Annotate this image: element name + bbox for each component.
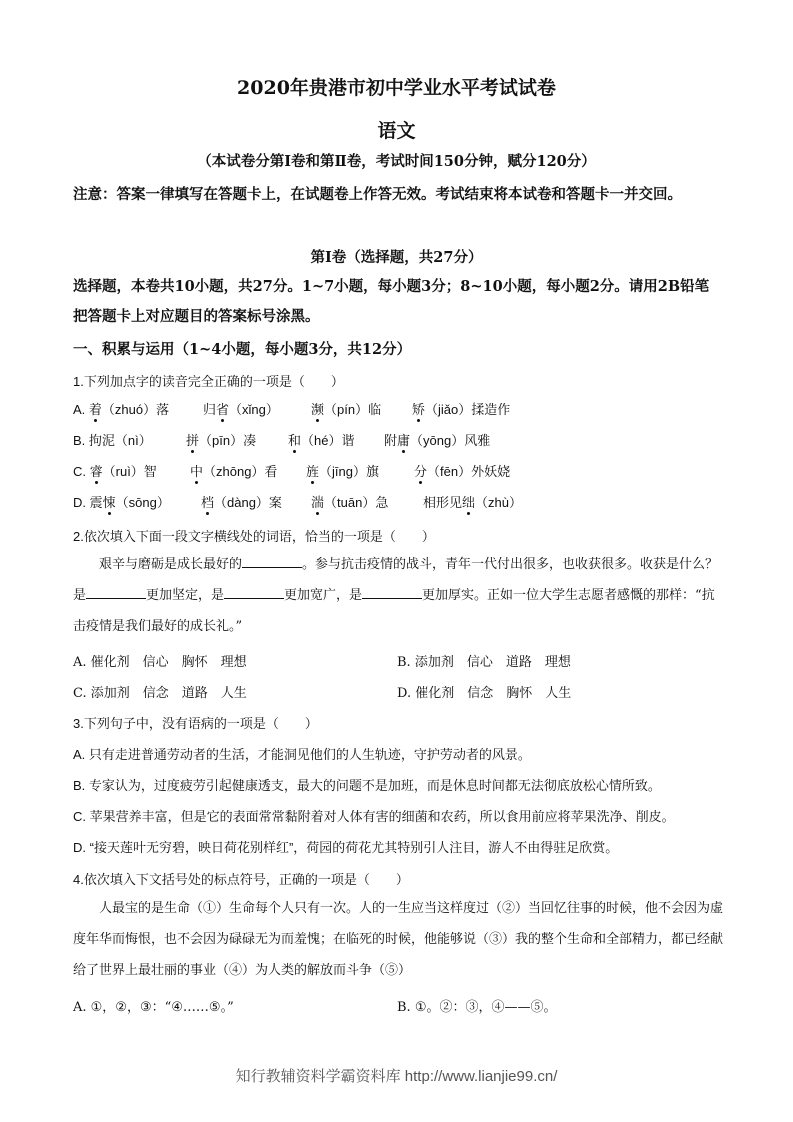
dotted-char: 悚 (102, 495, 116, 510)
blank-line (242, 555, 302, 568)
dotted-char: 和 (288, 433, 302, 448)
q4-option-b: B. ①。②：③，④——⑤。 (397, 1000, 557, 1015)
q1-option-b-3: 和（hé）谐 (288, 433, 355, 448)
q1-option-a-4: 矫（jiǎo）揉造作 (412, 402, 511, 417)
subject-title: 语文 (377, 120, 416, 142)
question-3-stem: 3.下列句子中，没有语病的一项是（ ） (73, 716, 318, 731)
dotted-char: 绌 (462, 495, 476, 510)
question-2-stem: 2.依次填入下面一段文字横线处的词语，恰当的一项是（ ） (73, 529, 435, 544)
question-1-stem: 1.下列加点字的读音完全正确的一项是（ ） (73, 374, 344, 389)
dotted-char: 中 (190, 464, 204, 479)
dotted-char: 旌 (306, 464, 320, 479)
blank-line (224, 586, 284, 599)
q1-option-a-2: 归省（xǐng） (203, 402, 279, 417)
dotted-char: 省 (216, 402, 230, 417)
q3-option-a: A. 只有走进普通劳动者的生活，才能洞见他们的人生轨迹，守护劳动者的风景。 (73, 747, 531, 762)
dotted-char: 睿 (89, 464, 103, 479)
q2-option-a: A. 催化剂 信心 胸怀 理想 (73, 655, 247, 670)
q4-option-a: A. ①，②，③：“④……⑤。” (73, 1000, 234, 1015)
q1-option-d-1: D. 震悚（sōng） (73, 495, 170, 510)
q1-option-c-4: 分（fēn）外妖娆 (414, 464, 511, 479)
q1-option-a-1: A. 着（zhuó）落 (73, 402, 170, 417)
footer-watermark: 知行教辅资料学霸资料库 http://www.lianjie99.cn/ (235, 1068, 558, 1085)
question-4-stem: 4.依次填入下文括号处的标点符号，正确的一项是（ ） (73, 872, 409, 887)
q2-option-d: D. 催化剂 信念 胸怀 人生 (397, 686, 572, 701)
q2-option-c: C. 添加剂 信念 道路 人生 (73, 686, 247, 701)
q1-option-b-4: 附庸（yōng）风雅 (384, 433, 491, 448)
dotted-char: 濒 (311, 402, 325, 417)
notice: 注意：答案一律填写在答题卡上，在试题卷上作答无效。考试结束将本试卷和答题卡一并交回。 (73, 186, 682, 203)
blank-line (86, 586, 146, 599)
q1-option-c-1: C. 睿（ruì）智 (73, 464, 157, 479)
dotted-char: 湍 (311, 495, 325, 510)
blank-line (362, 586, 422, 599)
part-title: 一、积累与运用（1~4小题，每小题3分，共12分） (73, 341, 412, 358)
exam-info: （本试卷分第Ⅰ卷和第Ⅱ卷，考试时间150分钟，赋分120分） (197, 153, 596, 170)
q3-option-b: B. 专家认为，过度疲劳引起健康透支，最大的问题不是加班，而是休息时间都无法彻底放松心情所致。 (73, 778, 661, 793)
section-title: 第Ⅰ卷（选择题，共27分） (310, 249, 483, 266)
dotted-char: 庸 (397, 433, 411, 448)
q1-option-b-2: 拼（pīn）凑 (186, 433, 257, 448)
question-2-passage: 艰辛与磨砺是成长最好的 。参与抗击疫情的战斗，青年一代付出很多，也收获很多。收获是什么？是 更加坚定，是 更加宽广，是 更加厚实。正如一位大学生志愿者感慨的那样：“抗击疫情是我们最好的成长礼。” (73, 557, 719, 634)
q3-option-c: C. 苹果营养丰富，但是它的表面常常黏附着对人体有害的细菌和农药，所以食用前应将苹果洗净、削皮。 (73, 809, 675, 824)
q1-option-c-3: 旌（jīng）旗 (306, 464, 379, 479)
dotted-char: 分 (414, 464, 428, 479)
q1-option-c-2: 中（zhōng）看 (190, 464, 278, 479)
exam-title: 2020年贵港市初中学业水平考试试卷 (237, 77, 556, 99)
dotted-char: 着 (88, 402, 102, 417)
dotted-char: 档 (201, 495, 215, 510)
q2-option-b: B. 添加剂 信心 道路 理想 (397, 655, 571, 670)
q1-option-d-2: 档（dàng）案 (201, 495, 282, 510)
q1-option-d-4: 相形见绌（zhù） (423, 495, 522, 510)
q1-option-b-1: B. 拘泥（nì） (73, 433, 152, 448)
dotted-char: 拼 (186, 433, 200, 448)
question-4-passage: 人最宝的是生命（①）生命每个人只有一次。人的一生应当这样度过（②）当回忆往事的时候，他不会因为虚度年华而悔恨，也不会因为碌碌无为而羞愧；在临死的时候，他能够说（③）我的整个生命和全部精力，都已经献给了世界上最壮丽的事业（④）为人类的解放而斗争（⑤） (73, 901, 724, 978)
dotted-char: 矫 (412, 402, 426, 417)
q3-option-d: D. “接天莲叶无穷碧，映日荷花别样红”，荷园的荷花尤其特别引人注目，游人不由得驻足欣赏。 (73, 840, 619, 855)
q1-option-a-3: 濒（pín）临 (311, 402, 382, 417)
section-instruction: 选择题，本卷共10小题，共27分。1~7小题，每小题3分；8~10小题，每小题2分。请用2B铅笔把答题卡上对应题目的答案标号涂黑。 (73, 278, 710, 325)
q1-option-d-3: 湍（tuān）急 (311, 495, 389, 510)
